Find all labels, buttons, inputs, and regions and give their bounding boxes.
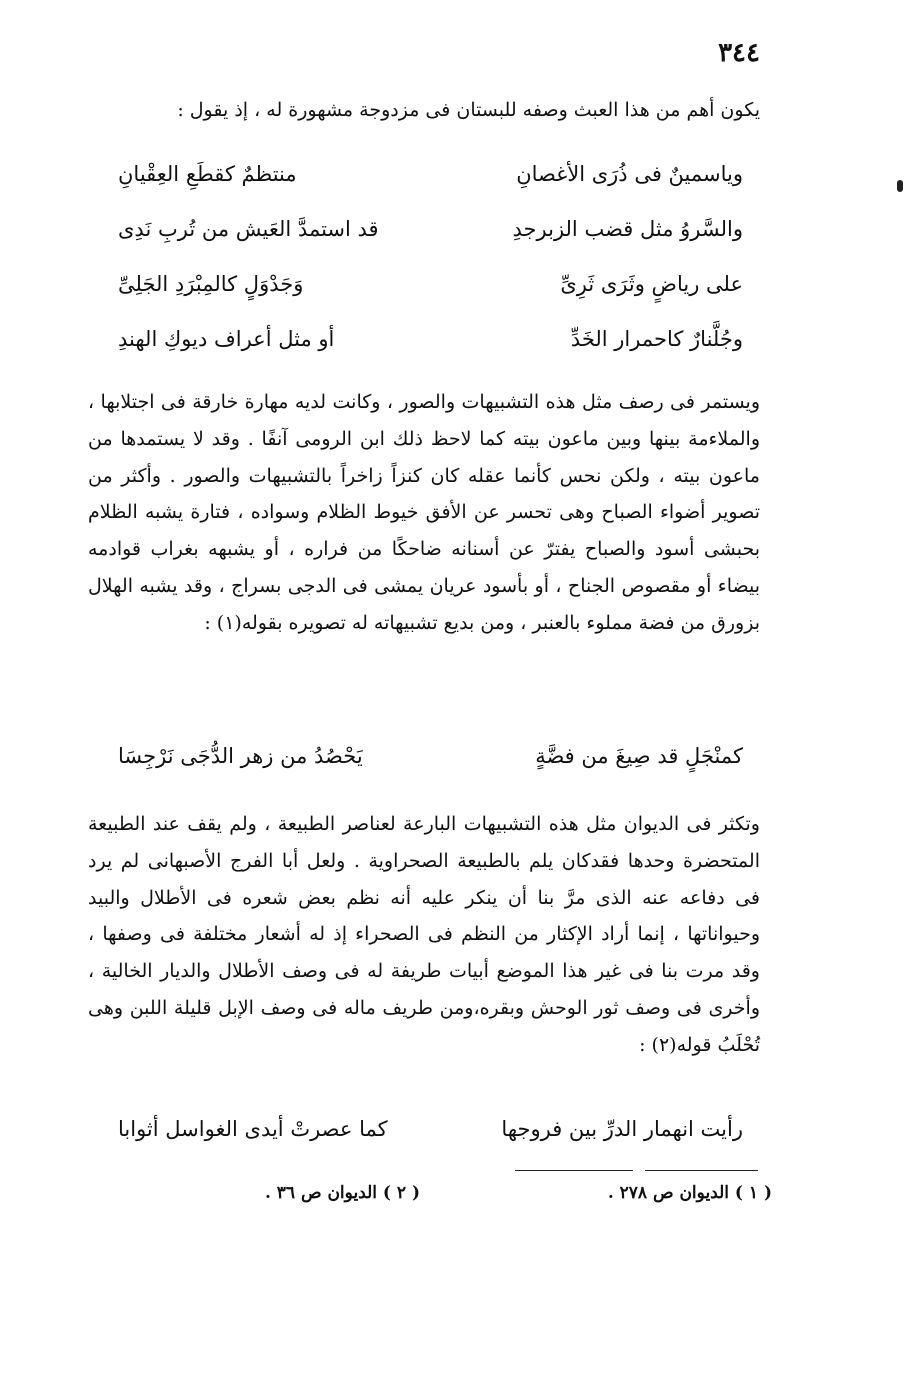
footnote-divider-left (515, 1170, 633, 1171)
poem-verse-4 (118, 315, 743, 363)
paragraph-imagery: ويستمر فى رصف مثل هذه التشبيهات والصور ، وكانت لديه مهارة خارقة فى اجتلابها ، والملاءمة بينها وبين ماعون بيته كما لاحظ ذلك ابن الرومى آنفًا . وقد لا يستمدها من ماعون بيته ، ولكن نحس كأنما عقله كان كنزاً زاخراً بالتشبيهات والصور . وأكثر من تصوير أضواء الصباح وهى تحسر عن الأفق خيوط الظلام وسواده ، فتارة يشبه الظلام بحبشى أسود والصباح يفترّ عن أسنانه ضاحكًا من فراره ، أو يشبهه بغراب قوادمه بيضاء أو مقصوص الجناح ، أو بأسود عريان يمشى فى الدجى بسراج ، وقد يشبه الهلال بزورق من فضة مملوء بالعنبر ، ومن بديع تشبيهاته له تصويره بقوله(١) : (88, 391, 760, 634)
verse-hemistich-right: والسَّروُ مثل قضب الزبرجدِ (512, 217, 743, 241)
verse-hemistich-right: وياسمينٌ فى ذُرَى الأغصانِ (516, 162, 743, 186)
verse-hemistich-left: قد استمدَّ العَيش من تُربِ نَدِى (118, 217, 379, 241)
poem-verse-3 (118, 260, 743, 308)
footnote-2: ( ٢ ) الديوان ص ٣٦ . (264, 1183, 420, 1203)
verse-hemistich-right: وجُلَّنارٌ كاحمرار الخَدِّ (570, 327, 743, 351)
verse-hemistich-right: رأيت انهمار الدرِّ بين فروجها (501, 1117, 743, 1141)
verse-hemistich-right: على رياضٍ وثَرَى ثَرِىِّ (560, 272, 743, 296)
verse-hemistich-left: كما عصرتْ أيدى الغواسل أثوابا (118, 1117, 388, 1141)
verse-hemistich-left: وَجَدْوَلٍ كالمِبْرَدِ الجَلِىِّ (118, 272, 304, 296)
intro-line: يكون أهم من هذا العبث وصفه للبستان فى مزدوجة مشهورة له ، إذ يقول : (177, 99, 760, 121)
margin-ink-mark (897, 180, 903, 192)
footnote-divider-right (645, 1170, 758, 1171)
page-number: ٣٤٤ (718, 38, 760, 68)
verse-hemistich-right: كمنْجَلٍ قد صِيغَ من فضَّةٍ (535, 744, 743, 768)
camel-verse (118, 1105, 743, 1153)
paragraph-desert: وتكثر فى الديوان مثل هذه التشبيهات البارعة لعناصر الطبيعة ، ولم يقف عند الطبيعة المتحضرة وحدها فقدكان يلم بالطبيعة الصحراوية . ولعل أبا الفرج الأصبهانى لم يرد فى دفاعه عنه الذى مرَّ بنا أن ينكر عليه أنه نظم بعض شعره فى الأطلال والبيد وحيواناتها ، إنما أراد الإكثار من النظم فى الصحراء إذ له أشعار مختلفة فى وصفها ، وقد مرت بنا فى غير هذا الموضع أبيات طريفة له فى وصف الأطلال والديار الخالية ، وأخرى فى وصف ثور الوحش وبقره،ومن طريف ماله فى وصف الإبل قليلة اللبن وهى تُحْلَبُ قوله(٢) : (88, 813, 760, 1056)
crescent-verse (118, 732, 743, 780)
poem-verse-2 (118, 205, 743, 253)
footnote-1: ( ١ ) الديوان ص ٢٧٨ . (607, 1183, 772, 1203)
poem-verse-1 (118, 150, 743, 198)
verse-hemistich-left: يَحْصُدُ من زهر الدُّجَى نَرْجِسَا (118, 744, 363, 768)
verse-hemistich-left: أو مثل أعراف ديوكِ الهندِ (118, 327, 335, 351)
verse-hemistich-left: منتظمٌ كقطَعِ العِقْيانِ (118, 162, 297, 186)
